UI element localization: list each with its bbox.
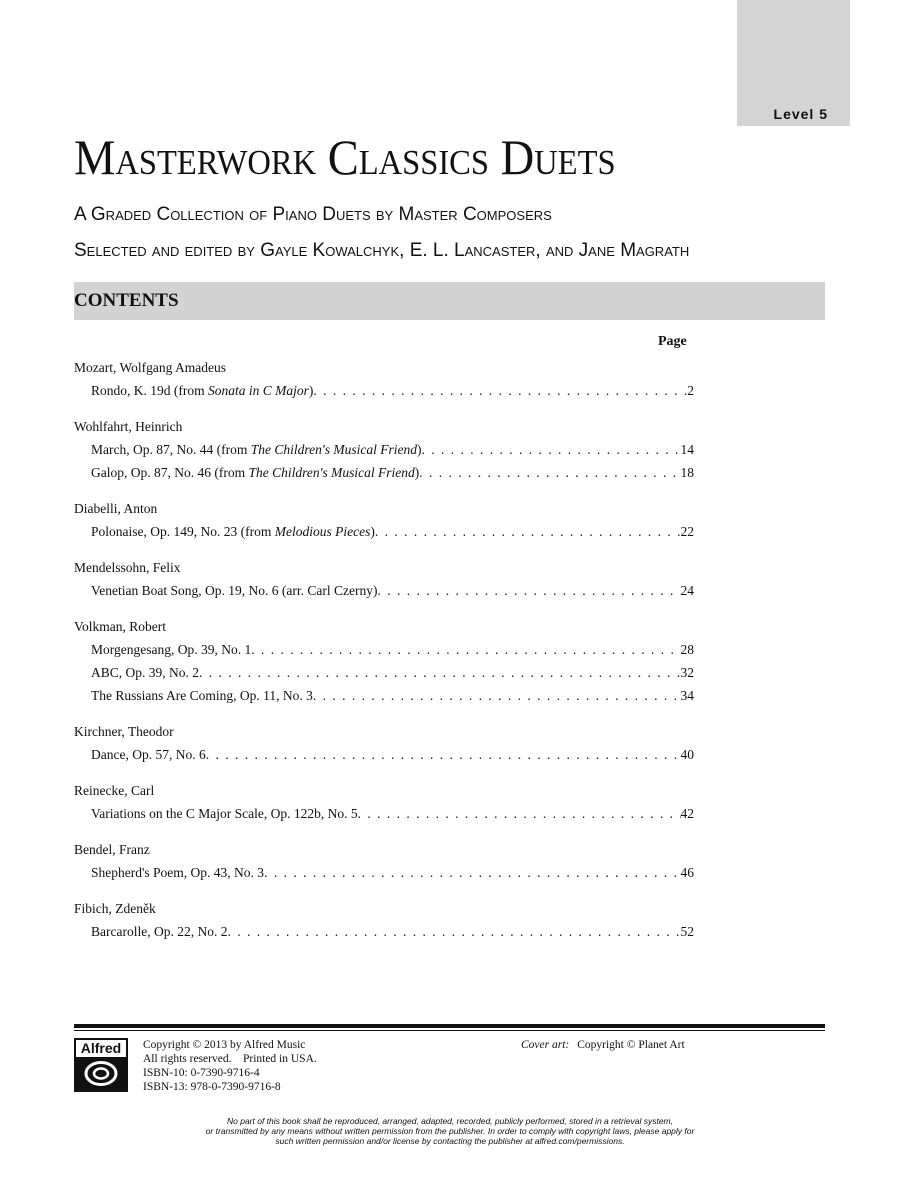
dot-leader	[264, 861, 680, 884]
legal-line: or transmitted by any means without written permission from the publisher. In order to comply with copyright laws, please apply for	[205, 1126, 695, 1136]
piece-title-text: Rondo, K. 19d (from	[91, 383, 208, 398]
page-number: 46	[680, 865, 694, 880]
page-number: 24	[680, 583, 694, 598]
toc-entry	[91, 802, 694, 825]
source-work-title: Melodious Pieces	[274, 524, 371, 539]
piece-title	[91, 661, 199, 684]
composer-name: Diabelli, Anton	[74, 501, 158, 516]
contents-heading: CONTENTS	[74, 290, 179, 311]
page-number: 52	[680, 924, 694, 939]
composer-name: Fibich, Zdeněk	[74, 901, 156, 916]
source-work-title: Sonata in C Major	[208, 383, 309, 398]
piece-title-text: Morgengesang, Op. 39, No. 1	[91, 642, 252, 657]
page-column-header: Page	[658, 334, 687, 349]
piece-title-text: Barcarolle, Op. 22, No. 2	[91, 924, 228, 939]
piece-title	[91, 579, 377, 602]
piece-title	[91, 638, 251, 661]
composer-name: Kirchner, Theodor	[74, 724, 174, 739]
composer-name: Mozart, Wolfgang Amadeus	[74, 360, 227, 375]
level-label: Level 5	[773, 106, 828, 122]
dot-leader	[313, 379, 687, 402]
toc-entry	[91, 861, 694, 884]
composer-name: Mendelssohn, Felix	[74, 560, 181, 575]
page-number: 34	[680, 688, 694, 703]
rights-line: All rights reserved. Printed in USA.	[143, 1053, 317, 1065]
legal-line: such written permission and/or license by contacting the publisher at alfred.com/permissions.	[275, 1136, 625, 1146]
cover-art-credit	[521, 1038, 685, 1052]
piece-title-text: Dance, Op. 57, No. 6	[91, 747, 206, 762]
piece-title	[91, 379, 313, 402]
copyright-block	[143, 1038, 317, 1094]
dot-leader	[199, 661, 680, 684]
piece-title	[91, 861, 264, 884]
toc-entry	[91, 743, 694, 766]
toc-entry	[91, 520, 694, 543]
contents-heading-bar	[74, 282, 825, 320]
piece-title-suffix: )	[417, 442, 422, 457]
piece-title	[91, 684, 313, 707]
alfred-logo-mark	[76, 1057, 126, 1090]
dot-leader	[419, 461, 680, 484]
piece-title-suffix: )	[308, 383, 314, 398]
composer-name: Reinecke, Carl	[74, 783, 155, 798]
isbn13-line: ISBN-13: 978-0-7390-9716-8	[143, 1081, 281, 1093]
page-number: 32	[680, 665, 694, 680]
piece-title-text: Polonaise, Op. 149, No. 23 (from	[91, 524, 275, 539]
composer-name: Volkman, Robert	[74, 619, 166, 634]
copyright-line: Copyright © 2013 by Alfred Music	[143, 1039, 306, 1051]
piece-title	[91, 920, 227, 943]
piece-title-text: Galop, Op. 87, No. 46 (from	[91, 465, 249, 480]
dot-leader	[358, 802, 681, 825]
dot-leader	[206, 743, 681, 766]
toc-entry	[91, 438, 694, 461]
piece-title	[91, 520, 375, 543]
dot-leader	[377, 579, 680, 602]
dot-leader	[227, 920, 680, 943]
piece-title-suffix: )	[414, 465, 420, 480]
footer-rule-thin	[74, 1030, 825, 1031]
piece-title	[91, 743, 206, 766]
piece-title	[91, 461, 419, 484]
toc-entry	[91, 661, 694, 684]
page-number: 22	[680, 524, 694, 539]
piece-title	[91, 802, 358, 825]
alfred-logo-text: Alfred	[76, 1040, 126, 1057]
cover-art-text: Copyright © Planet Art	[577, 1039, 685, 1051]
toc-entry	[91, 684, 694, 707]
legal-line: No part of this book shall be reproduced, arranged, adapted, recorded, publicly performed, stored in a retrieval system,	[226, 1116, 674, 1126]
composer-name: Bendel, Franz	[74, 842, 150, 857]
source-work-title: The Children's Musical Friend	[248, 465, 415, 480]
piece-title-text: ABC, Op. 39, No. 2	[91, 665, 200, 680]
isbn10-line: ISBN-10: 0-7390-9716-4	[143, 1067, 260, 1079]
composer-name: Wohlfahrt, Heinrich	[74, 419, 183, 434]
cover-art-label: Cover art:	[521, 1039, 570, 1051]
table-of-contents	[74, 357, 694, 943]
toc-entry	[91, 579, 694, 602]
source-work-title: The Children's Musical Friend	[250, 442, 417, 457]
legal-notice	[0, 1116, 900, 1146]
piece-title-text: Variations on the C Major Scale, Op. 122b, No. 5	[91, 806, 358, 821]
toc-entry	[91, 920, 694, 943]
toc-entry	[91, 461, 694, 484]
footer-rule-thick	[74, 1024, 825, 1028]
toc-entry	[91, 638, 694, 661]
dot-leader	[313, 684, 681, 707]
piece-title-text: Venetian Boat Song, Op. 19, No. 6 (arr. Carl Czerny)	[91, 583, 378, 598]
page-number: 28	[680, 642, 694, 657]
piece-title-text: Shepherd's Poem, Op. 43, No. 3	[91, 865, 265, 880]
piece-title-text: March, Op. 87, No. 44 (from	[91, 442, 251, 457]
alfred-logo	[74, 1038, 128, 1092]
piece-title-suffix: )	[370, 524, 375, 539]
toc-entry	[91, 379, 694, 402]
page-number: 42	[680, 806, 694, 821]
page-number: 18	[680, 465, 694, 480]
dot-leader	[422, 438, 681, 461]
editors-line: Selected and edited by Gayle Kowalchyk, E. L. Lancaster, and Jane Magrath	[74, 240, 690, 261]
dot-leader	[375, 520, 681, 543]
dot-leader	[251, 638, 680, 661]
page-number: 40	[680, 747, 694, 762]
page-number: 14	[680, 442, 694, 457]
book-subtitle: A Graded Collection of Piano Duets by Master Composers	[74, 204, 552, 225]
page-number: 2	[687, 383, 694, 398]
book-title: Masterwork Classics Duets	[74, 129, 616, 185]
piece-title-text: The Russians Are Coming, Op. 11, No. 3	[91, 688, 313, 703]
piece-title	[91, 438, 422, 461]
level-tab	[737, 0, 850, 126]
